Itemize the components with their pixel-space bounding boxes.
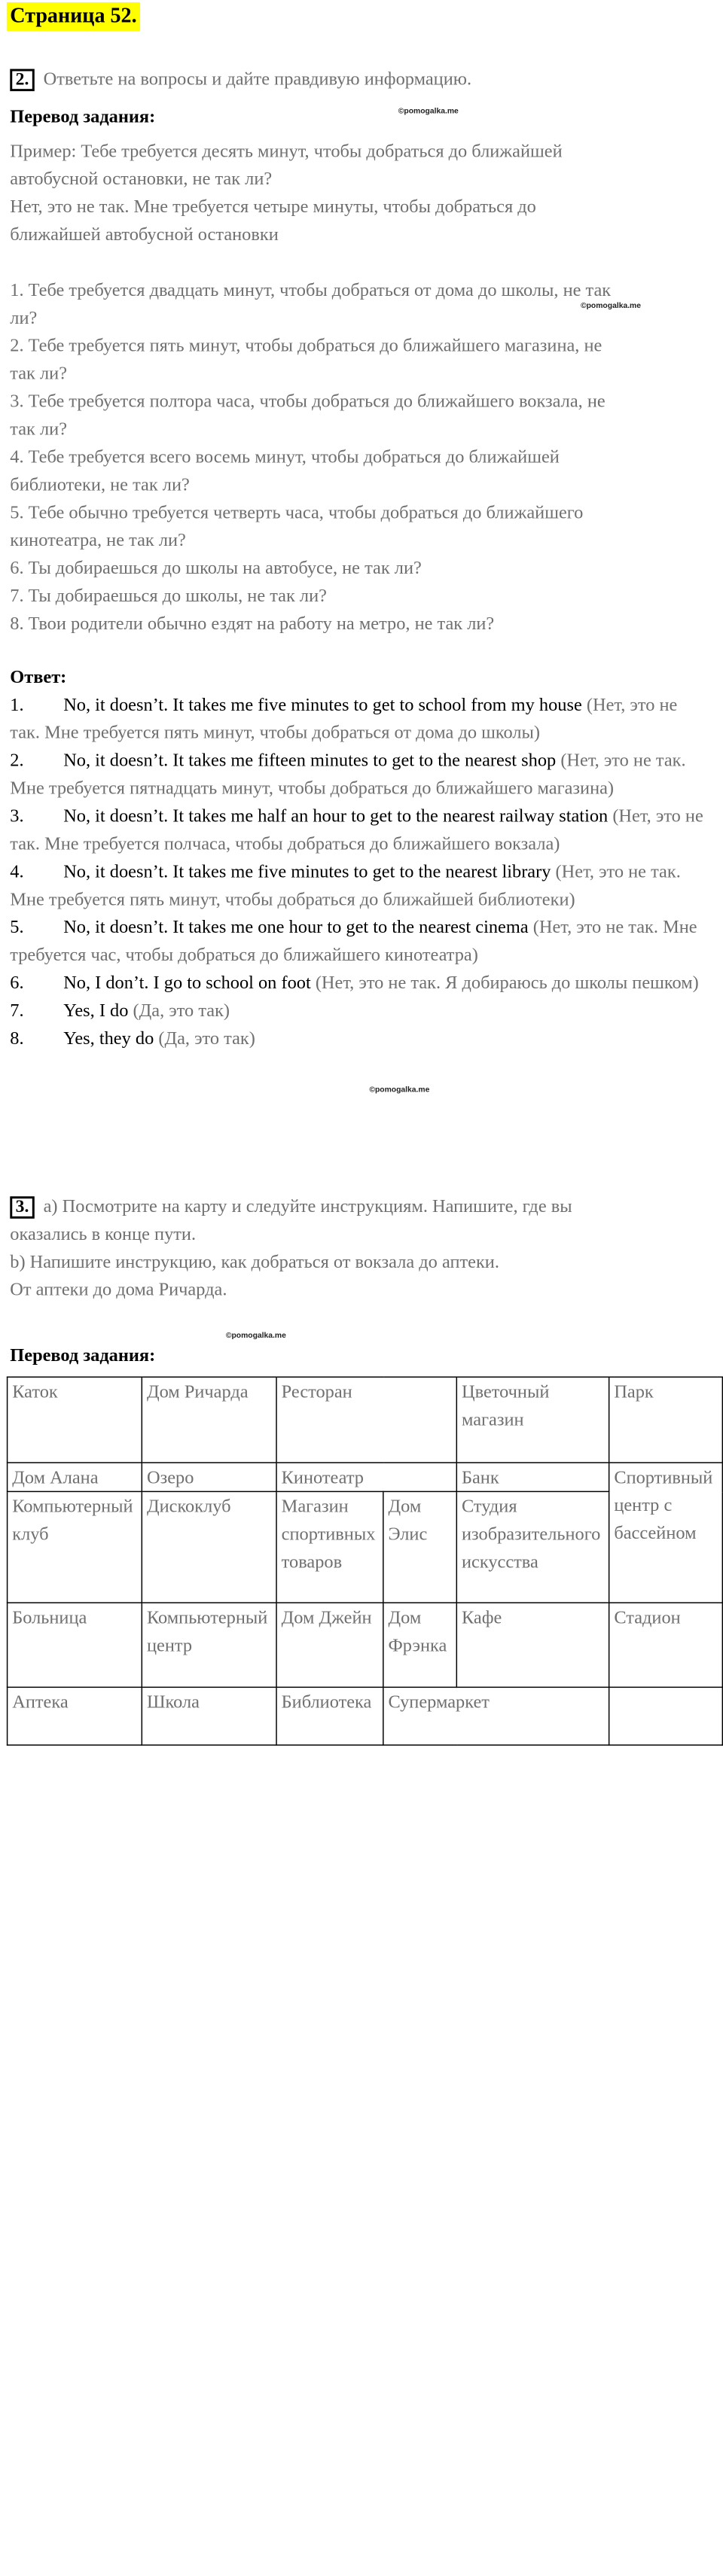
answer-english: Yes, they do — [63, 1027, 154, 1049]
map-cell: Цветочный магазин — [456, 1377, 609, 1463]
answer-item — [10, 1024, 711, 1052]
answer-english: No, it doesn’t. It takes me fifteen minutes to get to the nearest shop — [63, 749, 557, 771]
map-table — [7, 1377, 723, 1746]
page-title: Страница 52. — [7, 2, 140, 31]
answer-number: 1. — [10, 693, 24, 715]
question-line: так ли? — [10, 362, 68, 384]
example-line: Нет, это не так. Мне требуется четыре минуты, чтобы добраться до — [10, 195, 536, 218]
map-cell: Студия изобразительного искусства — [456, 1491, 609, 1603]
task3-line: От аптеки до дома Ричарда. — [10, 1278, 227, 1300]
map-cell: Школа — [142, 1687, 276, 1745]
map-cell: Стадион — [609, 1603, 723, 1687]
answer-item — [10, 746, 711, 802]
map-cell: Магазин спортивных товаров — [276, 1491, 383, 1603]
question-line: 7. Ты добираешься до школы, не так ли? — [10, 584, 327, 606]
example-line: ближайшей автобусной остановки — [10, 223, 279, 245]
answer-english: Yes, I do — [63, 999, 129, 1021]
map-cell: Ресторан — [276, 1377, 456, 1463]
task3-number: 3. — [10, 1196, 34, 1219]
answer-russian: (Нет, это не так. Мне требуется пять минут, чтобы добраться от дома до школы) — [10, 693, 678, 743]
watermark: ©pomogalka.me — [369, 1086, 430, 1095]
answer-english: No, it doesn’t. It takes me one hour to get to the nearest cinema — [63, 916, 529, 938]
map-cell: Дом Джейн — [276, 1603, 383, 1687]
map-cell: Больница — [8, 1603, 142, 1687]
question-line: 5. Тебе обычно требуется четверть часа, чтобы добраться до ближайшего — [10, 501, 584, 523]
map-cell: Кинотеатр — [276, 1463, 456, 1491]
answer-english: No, it doesn’t. It takes me five minutes to get to the nearest library — [63, 860, 551, 882]
map-cell: Библиотека — [276, 1687, 383, 1745]
question-line: так ли? — [10, 418, 68, 440]
answer-item — [10, 857, 711, 913]
table-row — [8, 1603, 723, 1687]
answer-number: 6. — [10, 971, 24, 993]
question-line: 3. Тебе требуется полтора часа, чтобы добраться до ближайшего вокзала, не — [10, 390, 606, 412]
answer-russian: (Нет, это не так. Мне требуется пятнадцать минут, чтобы добраться до ближайшего магазина) — [10, 749, 686, 799]
question-line: 2. Тебе требуется пять минут, чтобы добраться до ближайшего магазина, не — [10, 334, 602, 356]
task3-line: b) Напишите инструкцию, как добраться от вокзала до аптеки. — [10, 1250, 499, 1272]
answer-english: No, it doesn’t. It takes me five minutes to get to school from my house — [63, 693, 582, 715]
answer-number: 3. — [10, 805, 24, 827]
task3-translation-heading: Перевод задания: — [10, 1344, 156, 1366]
map-cell: Супермаркет — [383, 1687, 609, 1745]
answer-number: 8. — [10, 1027, 24, 1049]
map-cell: Дом Алана — [8, 1463, 142, 1491]
answer-item — [10, 996, 711, 1024]
question-line: 4. Тебе требуется всего восемь минут, чтобы добраться до ближайшей — [10, 446, 560, 467]
task2-questions — [10, 276, 711, 637]
map-cell: Дом Ричарда — [142, 1377, 276, 1463]
map-cell: Спортивный центр с бассейном — [609, 1463, 723, 1603]
table-row — [8, 1377, 723, 1463]
answer-number: 2. — [10, 749, 24, 771]
map-cell — [609, 1687, 723, 1745]
task3-line-a: 3. a) Посмотрите на карту и следуйте инструкциям. Напишите, где вы — [10, 1192, 711, 1219]
map-cell: Компьютерный клуб — [8, 1491, 142, 1603]
map-cell: Аптека — [8, 1687, 142, 1745]
task3-instructions — [10, 1192, 711, 1303]
task2-example — [10, 137, 711, 248]
table-row — [8, 1687, 723, 1745]
task2-instruction: Ответьте на вопросы и дайте правдивую информацию. — [43, 68, 472, 90]
answer-number: 5. — [10, 916, 24, 938]
task2-answers — [10, 690, 711, 1052]
map-cell: Компьютерный центр — [142, 1603, 276, 1687]
question-line: 1. Тебе требуется двадцать минут, чтобы добраться от дома до школы, не так — [10, 279, 612, 300]
answer-russian: (Да, это так) — [128, 999, 230, 1021]
task2-translation-heading: Перевод задания: — [10, 105, 156, 127]
answer-number: 7. — [10, 999, 24, 1021]
task3-line: оказались в конце пути. — [10, 1223, 197, 1244]
map-cell: Кафе — [456, 1603, 609, 1687]
task2-header — [10, 65, 711, 93]
answer-item — [10, 802, 711, 857]
table-row — [8, 1463, 723, 1491]
example-line: Пример: Тебе требуется десять минут, чтобы добраться до ближайшей — [10, 140, 563, 162]
map-cell: Дискоклуб — [142, 1491, 276, 1603]
map-cell: Каток — [8, 1377, 142, 1463]
answer-item — [10, 913, 711, 969]
map-cell: Озеро — [142, 1463, 276, 1491]
watermark: ©pomogalka.me — [225, 1332, 286, 1340]
question-line: кинотеатра, не так ли? — [10, 529, 186, 551]
map-cell: Дом Фрэнка — [383, 1603, 457, 1687]
answer-russian: (Нет, это не так. Я добираюсь до школы пешком) — [310, 971, 699, 993]
answer-russian: (Да, это так) — [154, 1027, 255, 1049]
example-line: автобусной остановки, не так ли? — [10, 168, 273, 190]
question-line: библиотеки, не так ли? — [10, 473, 190, 495]
task2-answer-heading: Ответ: — [10, 665, 67, 687]
map-cell: Дом Элис — [383, 1491, 457, 1603]
answer-number: 4. — [10, 860, 24, 882]
answer-russian: (Нет, это не так. Мне требуется полчаса, чтобы добраться до ближайшего вокзала) — [10, 805, 703, 854]
question-line: ли? — [10, 306, 38, 328]
answer-english: No, I don’t. I go to school on foot — [63, 971, 311, 993]
watermark: ©pomogalka.me — [580, 302, 642, 311]
task2-number: 2. — [10, 69, 34, 92]
watermark: ©pomogalka.me — [398, 108, 459, 116]
map-cell: Парк — [609, 1377, 723, 1463]
answer-english: No, it doesn’t. It takes me half an hour to get to the nearest railway station — [63, 805, 609, 827]
question-line: 8. Твои родители обычно ездят на работу на метро, не так ли? — [10, 612, 495, 634]
map-cell: Банк — [456, 1463, 609, 1491]
question-line: 6. Ты добираешься до школы на автобусе, не так ли? — [10, 556, 422, 579]
answer-russian: (Нет, это не так. Мне требуется пять минут, чтобы добраться до ближайшей библиотеки) — [10, 860, 681, 910]
answer-item — [10, 690, 711, 746]
answer-russian: (Нет, это не так. Мне требуется час, чтобы добраться до ближайшего кинотеатра) — [10, 916, 697, 966]
answer-item — [10, 968, 711, 996]
